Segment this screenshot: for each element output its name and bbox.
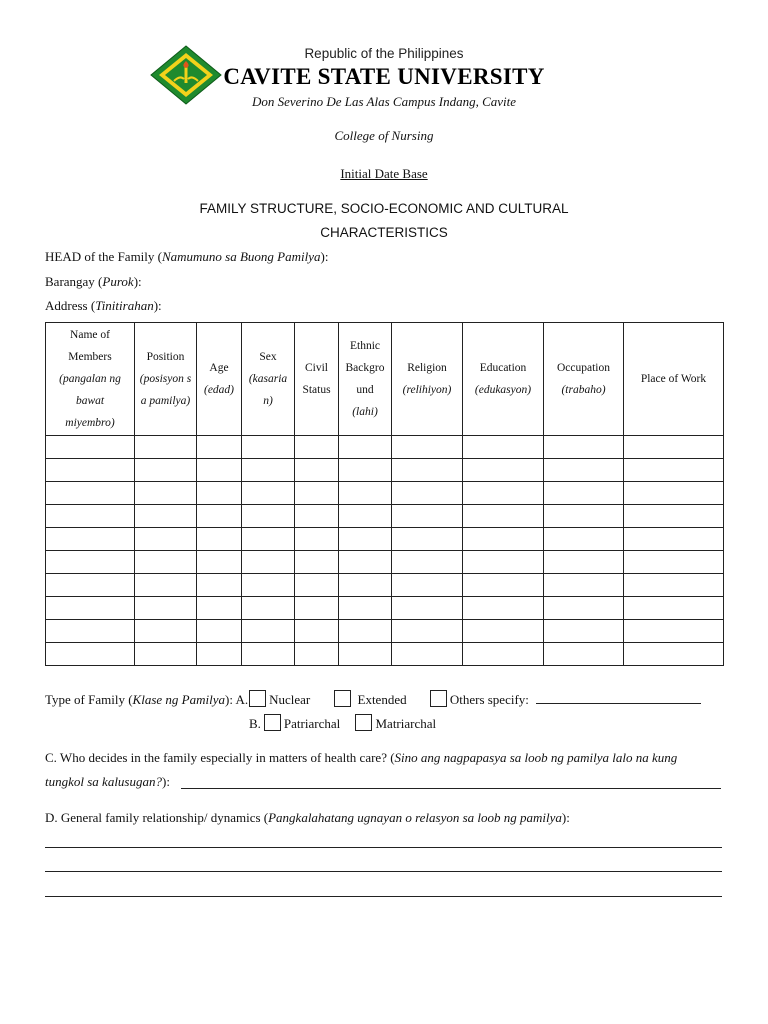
table-cell[interactable] — [242, 643, 295, 666]
table-header-row — [46, 323, 724, 436]
table-cell[interactable] — [46, 459, 135, 482]
question-d-tagalog: Pangkalahatang ugnayan o relasyon sa loob ng pamilya — [268, 810, 562, 825]
table-cell[interactable] — [295, 505, 339, 528]
question-d-answer-line-3[interactable] — [45, 896, 722, 897]
table-cell[interactable] — [135, 574, 197, 597]
address-label-tagalog: Tinitirahan — [95, 298, 154, 313]
address-field[interactable] — [45, 298, 162, 314]
table-cell[interactable] — [544, 505, 624, 528]
table-cell[interactable] — [624, 574, 724, 597]
col-header-sub: (edukasyon) — [474, 384, 532, 396]
type-of-family-label-end: ): A. — [224, 692, 249, 707]
table-cell[interactable] — [295, 459, 339, 482]
table-cell[interactable] — [339, 597, 392, 620]
question-d — [45, 810, 570, 826]
col-header-label: Occupation — [556, 362, 610, 374]
others-specify-blank[interactable] — [536, 703, 701, 704]
table-cell[interactable] — [197, 436, 242, 459]
address-label-end: ): — [153, 298, 162, 313]
col-header — [339, 323, 392, 436]
table-row — [46, 551, 724, 574]
table-cell[interactable] — [242, 551, 295, 574]
table-cell[interactable] — [544, 436, 624, 459]
table-cell[interactable] — [544, 528, 624, 551]
table-cell[interactable] — [624, 620, 724, 643]
question-d-answer-line-1[interactable] — [45, 847, 722, 848]
head-of-family-field[interactable] — [45, 249, 328, 265]
table-cell[interactable] — [197, 528, 242, 551]
col-header-sub: (lahi) — [352, 406, 378, 418]
table-cell[interactable] — [295, 574, 339, 597]
table-cell[interactable] — [624, 643, 724, 666]
table-row — [46, 482, 724, 505]
question-c — [45, 750, 725, 766]
col-header-sub: (trabaho) — [561, 384, 606, 396]
table-cell[interactable] — [392, 551, 463, 574]
table-cell[interactable] — [242, 482, 295, 505]
table-cell[interactable] — [197, 574, 242, 597]
barangay-field[interactable] — [45, 274, 142, 290]
table-cell[interactable] — [392, 597, 463, 620]
table-cell[interactable] — [463, 459, 544, 482]
table-cell[interactable] — [544, 551, 624, 574]
table-body — [46, 436, 724, 666]
table-row — [46, 505, 724, 528]
table-cell[interactable] — [295, 436, 339, 459]
table-cell[interactable] — [463, 620, 544, 643]
family-members-table — [45, 322, 724, 666]
col-header-label: Age — [209, 362, 229, 374]
col-header-label: Religion — [407, 362, 447, 374]
question-c-text: C. Who decides in the family especially in matters of health care? ( — [45, 750, 395, 765]
table-row — [46, 620, 724, 643]
table-cell[interactable] — [463, 528, 544, 551]
col-header-label2: Background — [345, 362, 385, 396]
col-header-label: Position — [146, 351, 185, 363]
table-cell[interactable] — [392, 528, 463, 551]
table-cell[interactable] — [624, 597, 724, 620]
table-cell[interactable] — [295, 643, 339, 666]
col-header-label: Sex — [259, 351, 277, 363]
question-c-answer-line[interactable] — [181, 788, 721, 789]
table-cell[interactable] — [46, 597, 135, 620]
col-header — [463, 323, 544, 436]
type-of-family-label-tagalog: Klase ng Pamilya — [132, 692, 225, 707]
table-cell[interactable] — [295, 551, 339, 574]
col-header-sub: (edad) — [203, 384, 234, 396]
table-cell[interactable] — [46, 643, 135, 666]
table-cell[interactable] — [463, 597, 544, 620]
table-cell[interactable] — [339, 436, 392, 459]
form-title-line1: FAMILY STRUCTURE, SOCIO-ECONOMIC AND CULTURAL — [199, 201, 569, 216]
table-cell[interactable] — [392, 436, 463, 459]
question-d-end: ): — [561, 810, 570, 825]
table-cell[interactable] — [463, 482, 544, 505]
col-header — [295, 323, 339, 436]
table-cell[interactable] — [339, 551, 392, 574]
table-row — [46, 597, 724, 620]
col-header-sub: (pangalan ng bawat miyembro) — [59, 373, 121, 429]
patriarchal-checkbox[interactable] — [264, 714, 281, 731]
table-cell[interactable] — [242, 459, 295, 482]
col-header-label: Civil — [304, 362, 328, 374]
question-c-line2 — [45, 774, 170, 790]
table-cell[interactable] — [624, 436, 724, 459]
col-header-label: Place of Work — [640, 373, 707, 385]
table-cell[interactable] — [135, 482, 197, 505]
col-header-label2: Status — [302, 384, 331, 396]
address-label: Address ( — [45, 298, 96, 313]
question-c-tagalog-2: tungkol sa kalusugan? — [45, 774, 162, 789]
table-cell[interactable] — [242, 436, 295, 459]
table-cell[interactable] — [46, 505, 135, 528]
table-row — [46, 436, 724, 459]
extended-checkbox[interactable] — [334, 690, 351, 707]
head-label: HEAD of the Family ( — [45, 249, 162, 264]
col-header — [392, 323, 463, 436]
col-header — [624, 323, 724, 436]
table-cell[interactable] — [197, 643, 242, 666]
col-header — [197, 323, 242, 436]
nuclear-checkbox[interactable] — [249, 690, 266, 707]
type-of-family-row — [45, 690, 701, 708]
patriarchal-label: Patriarchal — [283, 716, 341, 731]
table-cell[interactable] — [463, 574, 544, 597]
table-cell[interactable] — [135, 620, 197, 643]
table-cell[interactable] — [197, 459, 242, 482]
table-cell[interactable] — [46, 551, 135, 574]
campus-line: Don Severino De Las Alas Campus Indang, Cavite — [251, 94, 517, 109]
type-of-family-row-b — [249, 714, 436, 732]
col-header-sub: (kasarian) — [248, 373, 288, 407]
table-cell[interactable] — [339, 643, 392, 666]
table-cell[interactable] — [339, 574, 392, 597]
table-cell[interactable] — [295, 620, 339, 643]
table-cell[interactable] — [135, 597, 197, 620]
table-cell[interactable] — [135, 459, 197, 482]
col-header — [544, 323, 624, 436]
table-cell[interactable] — [544, 597, 624, 620]
table-cell[interactable] — [392, 459, 463, 482]
table-cell[interactable] — [242, 620, 295, 643]
table-row — [46, 528, 724, 551]
college-line: College of Nursing — [334, 128, 434, 143]
table-cell[interactable] — [463, 505, 544, 528]
table-cell[interactable] — [624, 505, 724, 528]
table-cell[interactable] — [295, 482, 339, 505]
table-cell[interactable] — [197, 597, 242, 620]
table-cell[interactable] — [46, 436, 135, 459]
others-label: Others specify: — [449, 692, 529, 707]
table-cell[interactable] — [339, 620, 392, 643]
table-cell[interactable] — [392, 574, 463, 597]
barangay-label-tagalog: Purok — [102, 274, 134, 289]
table-cell[interactable] — [135, 551, 197, 574]
table-cell[interactable] — [46, 620, 135, 643]
table-cell[interactable] — [544, 574, 624, 597]
republic-line: Republic of the Philippines — [304, 46, 464, 61]
form-title-line2: CHARACTERISTICS — [320, 225, 448, 240]
table-cell[interactable] — [242, 505, 295, 528]
head-label-tagalog: Namumuno sa Buong Pamilya — [161, 249, 321, 264]
table-cell[interactable] — [295, 597, 339, 620]
table-cell[interactable] — [544, 482, 624, 505]
col-header — [135, 323, 197, 436]
barangay-label-end: ): — [133, 274, 142, 289]
table-cell[interactable] — [624, 459, 724, 482]
matriarchal-checkbox[interactable] — [355, 714, 372, 731]
table-cell[interactable] — [392, 620, 463, 643]
table-cell[interactable] — [463, 436, 544, 459]
table-cell[interactable] — [135, 643, 197, 666]
table-cell[interactable] — [339, 528, 392, 551]
col-header-sub: (relihiyon) — [402, 384, 452, 396]
table-cell[interactable] — [463, 643, 544, 666]
table-cell[interactable] — [46, 482, 135, 505]
nuclear-label: Nuclear — [269, 692, 311, 707]
table-cell[interactable] — [544, 643, 624, 666]
table-cell[interactable] — [392, 505, 463, 528]
question-c-end: ): — [162, 774, 170, 789]
col-header-sub: (posisyon sa pamilya) — [139, 373, 192, 407]
table-cell[interactable] — [242, 528, 295, 551]
table-cell[interactable] — [135, 528, 197, 551]
table-cell[interactable] — [544, 620, 624, 643]
table-cell[interactable] — [135, 436, 197, 459]
b-prefix: B. — [249, 716, 261, 731]
table-cell[interactable] — [339, 459, 392, 482]
barangay-label: Barangay ( — [45, 274, 103, 289]
table-cell[interactable] — [624, 551, 724, 574]
initial-database-heading: Initial Date Base — [340, 166, 428, 181]
table-row — [46, 574, 724, 597]
head-label-end: ): — [320, 249, 329, 264]
extended-label: Extended — [357, 692, 407, 707]
table-cell[interactable] — [392, 643, 463, 666]
col-header — [242, 323, 295, 436]
col-header-label2: Members — [68, 351, 112, 363]
table-cell[interactable] — [392, 482, 463, 505]
table-cell[interactable] — [242, 574, 295, 597]
question-d-answer-line-2[interactable] — [45, 871, 722, 872]
col-header — [46, 323, 135, 436]
table-cell[interactable] — [197, 620, 242, 643]
others-checkbox[interactable] — [430, 690, 447, 707]
type-of-family-label: Type of Family ( — [45, 692, 133, 707]
table-cell[interactable] — [295, 528, 339, 551]
table-cell[interactable] — [544, 459, 624, 482]
table-row — [46, 459, 724, 482]
table-cell[interactable] — [197, 482, 242, 505]
table-cell[interactable] — [242, 597, 295, 620]
table-cell[interactable] — [46, 528, 135, 551]
matriarchal-label: Matriarchal — [375, 716, 437, 731]
table-cell[interactable] — [46, 574, 135, 597]
table-cell[interactable] — [624, 528, 724, 551]
col-header-label: Ethnic — [349, 340, 381, 352]
table-cell[interactable] — [339, 482, 392, 505]
table-cell[interactable] — [463, 551, 544, 574]
question-c-tagalog: Sino ang nagpapasya sa loob ng pamilya lalo na kung — [394, 750, 678, 765]
table-cell[interactable] — [197, 551, 242, 574]
col-header-label: Name of — [70, 329, 110, 341]
table-cell[interactable] — [339, 505, 392, 528]
table-cell[interactable] — [624, 482, 724, 505]
university-name: CAVITE STATE UNIVERSITY — [223, 64, 545, 89]
table-cell[interactable] — [197, 505, 242, 528]
question-d-text: D. General family relationship/ dynamics ( — [45, 810, 269, 825]
table-cell[interactable] — [135, 505, 197, 528]
table-row — [46, 643, 724, 666]
col-header-label: Education — [479, 362, 527, 374]
